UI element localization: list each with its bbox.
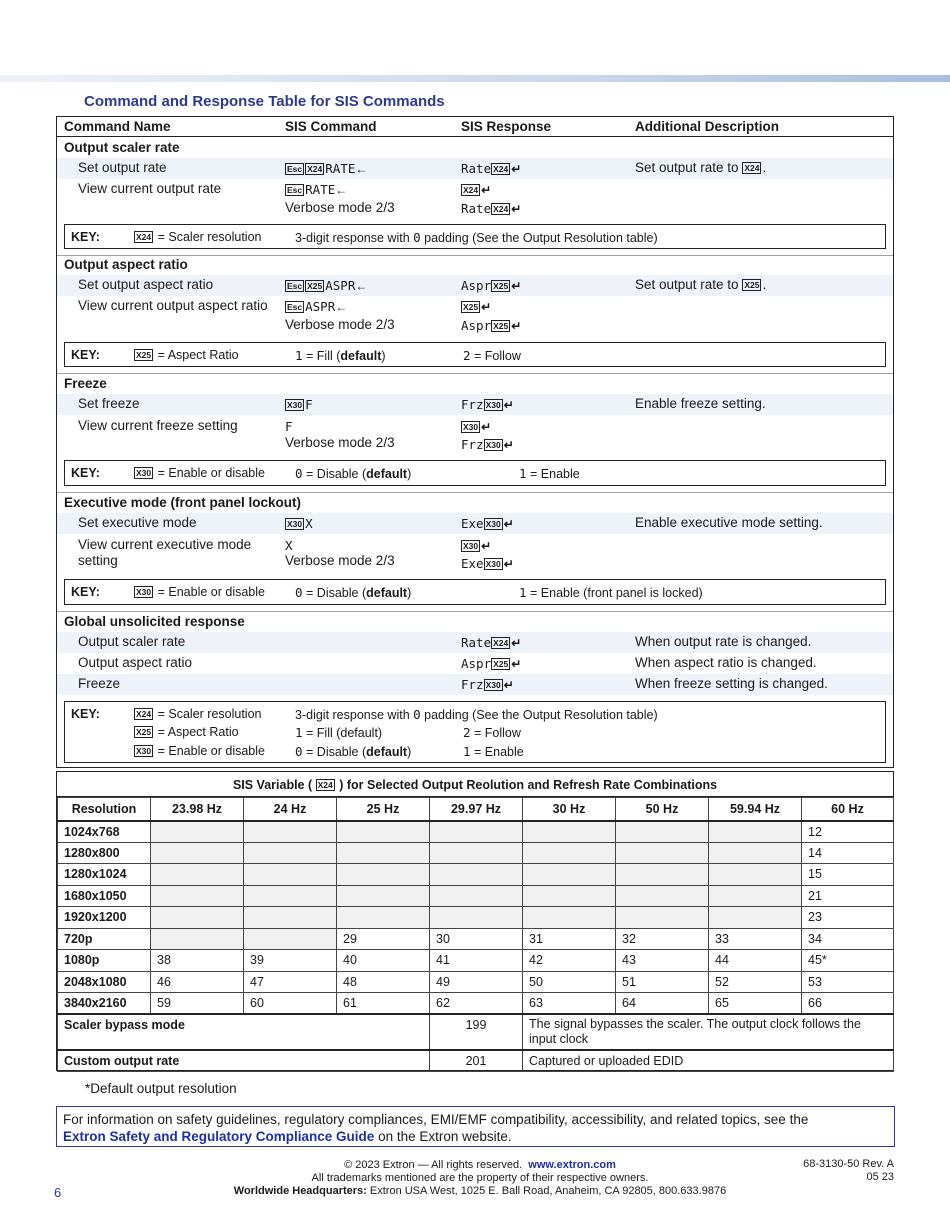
esc-key-icon: Esc (287, 185, 303, 195)
var-x24-icon: X24 (744, 163, 760, 173)
var-x25-icon: X25 (493, 321, 509, 331)
var-x30-icon: X30 (287, 519, 303, 529)
cmd-syntax: Esc X25 ASPR← (287, 278, 368, 293)
safety-info-box: For information on safety guidelines, regulatory compliances, EMI/EMF compatibility, accessibility, and related topics, see the Extron Safety and Regulatory Compliance Guide on the Extron website. (56, 1106, 895, 1147)
page-number: 6 (54, 1185, 62, 1200)
cmd-response (461, 538, 491, 553)
table-cell: 52 (709, 971, 802, 993)
table-cell (709, 864, 802, 886)
column-header: 50 Hz (616, 798, 709, 821)
table-cell: 3840x2160 (58, 993, 151, 1015)
arrow-left-icon: ← (355, 162, 368, 176)
var-x30-icon: X30 (463, 541, 479, 551)
table-cell: 40 (337, 950, 430, 972)
cmd-description: When output rate is changed. (635, 634, 812, 649)
column-header: 29.97 Hz (430, 798, 523, 821)
cmd-response-verbose: Frz X30 ↵ (461, 437, 514, 452)
cmd-name-cont: setting (78, 553, 118, 568)
table-cell: 59 (151, 993, 244, 1015)
table-cell: 43 (616, 950, 709, 972)
table-cell: 65 (709, 993, 802, 1015)
table-cell: 14 (802, 842, 894, 864)
cmd-response: Rate X24 ↵ (461, 635, 522, 650)
footnote: *Default output resolution (85, 1081, 237, 1096)
table-cell (244, 907, 337, 929)
table-row (58, 821, 894, 843)
table-cell: 34 (802, 928, 894, 950)
bypass-description: The signal bypasses the scaler. The output clock follows the input clock (523, 1014, 894, 1050)
table-cell: 720p (58, 928, 151, 950)
header-sis-command: SIS Command (285, 119, 377, 134)
return-icon: ↵ (511, 319, 522, 333)
bypass-name: Scaler bypass mode (58, 1014, 430, 1050)
table-cell (337, 821, 430, 843)
table-cell: 15 (802, 864, 894, 886)
var-x30-icon: X30 (463, 422, 479, 432)
table-cell (337, 842, 430, 864)
table-cell: 48 (337, 971, 430, 993)
table-cell: 63 (523, 993, 616, 1015)
verbose-label: Verbose mode 2/3 (285, 317, 395, 332)
key-box-freeze: KEY: X30 = Enable or disable 0 = Disable (default) 1 = Enable (64, 460, 886, 486)
resolution-grid (57, 797, 894, 1072)
variable-table-title: SIS Variable ( X24 ) for Selected Output Reolution and Refresh Rate Combinations (57, 772, 893, 797)
cmd-response-verbose: Aspr X25 ↵ (461, 318, 522, 333)
cmd-syntax: Esc ASPR← (287, 299, 348, 314)
var-x25-icon: X25 (493, 659, 509, 669)
table-cell: 44 (709, 950, 802, 972)
group-title-unsolicited: Global unsolicited response (64, 614, 245, 629)
cmd-name: View current output rate (78, 181, 222, 196)
table-cell (430, 907, 523, 929)
group-separator (57, 255, 893, 256)
cmd-name: Set output rate (78, 160, 167, 175)
table-cell (337, 864, 430, 886)
return-icon: ↵ (511, 202, 522, 216)
bypass-value: 199 (430, 1014, 523, 1050)
table-row (58, 971, 894, 993)
table-cell (709, 907, 802, 929)
table-cell: 42 (523, 950, 616, 972)
table-cell (151, 885, 244, 907)
table-cell: 41 (430, 950, 523, 972)
var-x30-icon: X30 (485, 680, 501, 690)
table-cell (244, 885, 337, 907)
table-cell: 12 (802, 821, 894, 843)
bypass-row (58, 1014, 894, 1050)
table-cell: 51 (616, 971, 709, 993)
table-header (57, 117, 893, 137)
table-row (58, 950, 894, 972)
return-icon: ↵ (511, 279, 522, 293)
return-icon: ↵ (481, 183, 492, 197)
custom-row (58, 1050, 894, 1072)
key-box-scaler: KEY: X24 = Scaler resolution 3-digit response with 0 padding (See the Output Resolution table) (64, 224, 886, 249)
cmd-syntax: X (285, 538, 293, 553)
table-cell (337, 907, 430, 929)
cmd-description: Set output rate to X24 . (635, 160, 767, 175)
table-cell: 31 (523, 928, 616, 950)
cmd-description: Enable executive mode setting. (635, 515, 823, 530)
table-cell: 1280x800 (58, 842, 151, 864)
return-icon: ↵ (503, 438, 514, 452)
table-cell: 62 (430, 993, 523, 1015)
table-cell: 53 (802, 971, 894, 993)
table-cell: 50 (523, 971, 616, 993)
document-number: 68-3130-50 Rev. A 05 23 (803, 1158, 894, 1183)
var-x30-icon: X30 (136, 468, 152, 478)
table-cell: 33 (709, 928, 802, 950)
verbose-label: Verbose mode 2/3 (285, 435, 395, 450)
var-x30-icon: X30 (485, 519, 501, 529)
var-x30-icon: X30 (485, 440, 501, 450)
table-cell: 38 (151, 950, 244, 972)
cmd-syntax: X30 F (287, 397, 313, 412)
table-row (58, 907, 894, 929)
arrow-left-icon: ← (335, 183, 348, 197)
header-gradient-bar (0, 75, 950, 82)
section-title: Command and Response Table for SIS Commands (84, 93, 445, 110)
table-cell (337, 885, 430, 907)
verbose-label: Verbose mode 2/3 (285, 200, 395, 215)
key-box-aspect: KEY: X25 = Aspect Ratio 1 = Fill (default) 2 = Follow (64, 342, 886, 367)
table-cell (151, 864, 244, 886)
esc-key-icon: Esc (287, 302, 303, 312)
table-cell: 1024x768 (58, 821, 151, 843)
cmd-syntax: Esc RATE← (287, 182, 348, 197)
column-header: 23.98 Hz (151, 798, 244, 821)
cmd-name: Set executive mode (78, 515, 197, 530)
table-cell (616, 885, 709, 907)
var-x24-icon: X24 (493, 204, 509, 214)
column-header: 59.94 Hz (709, 798, 802, 821)
website-link[interactable]: www.extron.com (528, 1159, 616, 1171)
key-box-executive: KEY: X30 = Enable or disable 0 = Disable (default) 1 = Enable (front panel is locked) (64, 579, 886, 605)
command-table (56, 116, 894, 768)
return-icon: ↵ (511, 636, 522, 650)
table-cell: 49 (430, 971, 523, 993)
table-cell: 47 (244, 971, 337, 993)
table-row (58, 842, 894, 864)
table-cell: 23 (802, 907, 894, 929)
table-cell (244, 842, 337, 864)
table-cell: 60 (244, 993, 337, 1015)
cmd-response (461, 419, 491, 434)
return-icon: ↵ (503, 517, 514, 531)
table-cell (616, 864, 709, 886)
column-header: 60 Hz (802, 798, 894, 821)
cmd-name: View current output aspect ratio (78, 298, 268, 313)
column-header: Resolution (58, 798, 151, 821)
esc-key-icon: Esc (287, 281, 303, 291)
return-icon: ↵ (481, 300, 492, 314)
table-cell (430, 821, 523, 843)
cmd-syntax: Esc X24 RATE← (287, 161, 368, 176)
group-title-freeze: Freeze (64, 376, 107, 391)
table-cell: 66 (802, 993, 894, 1015)
cmd-response (461, 299, 491, 314)
cmd-response (461, 182, 491, 197)
cmd-name: Output scaler rate (78, 634, 186, 649)
var-x30-icon: X30 (136, 746, 152, 756)
table-cell: 64 (616, 993, 709, 1015)
var-x30-icon: X30 (287, 400, 303, 410)
table-cell (523, 907, 616, 929)
table-cell: 46 (151, 971, 244, 993)
var-x25-icon: X25 (744, 280, 760, 290)
header-sis-response: SIS Response (461, 119, 552, 134)
cmd-name: View current executive mode (78, 537, 252, 552)
safety-guide-link[interactable]: Extron Safety and Regulatory Compliance Guide (63, 1129, 375, 1144)
esc-key-icon: Esc (287, 164, 303, 174)
var-x24-icon: X24 (136, 709, 152, 719)
table-cell (709, 885, 802, 907)
table-cell: 61 (337, 993, 430, 1015)
table-cell (430, 864, 523, 886)
var-x24-icon: X24 (317, 780, 333, 790)
cmd-description: Set output rate to X25 . (635, 277, 767, 292)
cmd-description: Enable freeze setting. (635, 396, 766, 411)
arrow-left-icon: ← (355, 279, 368, 293)
arrow-left-icon: ← (335, 300, 348, 314)
var-x30-icon: X30 (485, 400, 501, 410)
table-cell: 2048x1080 (58, 971, 151, 993)
table-cell: 1920x1200 (58, 907, 151, 929)
table-cell (151, 821, 244, 843)
cmd-name: Set output aspect ratio (78, 277, 214, 292)
var-x25-icon: X25 (493, 281, 509, 291)
cmd-description: When freeze setting is changed. (635, 676, 828, 691)
cmd-response: Aspr X25 ↵ (461, 278, 522, 293)
page-footer: © 2023 Extron — All rights reserved. www.extron.com All trademarks mentioned are the property of their respective owners. Worldwide Headquarters: Extron USA West, 1025 E. Ball Road, Anaheim, CA 92805, 800.633.9876 (233, 1159, 727, 1197)
table-cell (523, 864, 616, 886)
return-icon: ↵ (481, 539, 492, 553)
custom-value: 201 (430, 1050, 523, 1072)
cmd-response-verbose: Exe X30 ↵ (461, 556, 514, 571)
cmd-syntax: X30 X (287, 516, 313, 531)
cmd-name: Set freeze (78, 396, 140, 411)
table-cell (430, 885, 523, 907)
table-cell (616, 842, 709, 864)
table-cell (430, 842, 523, 864)
cmd-response: Frz X30 ↵ (461, 397, 514, 412)
return-icon: ↵ (503, 678, 514, 692)
table-row (58, 885, 894, 907)
custom-name: Custom output rate (58, 1050, 430, 1072)
table-cell (709, 821, 802, 843)
return-icon: ↵ (503, 557, 514, 571)
table-header-row (58, 798, 894, 821)
table-cell: 1080p (58, 950, 151, 972)
table-cell: 29 (337, 928, 430, 950)
cmd-name: View current freeze setting (78, 418, 238, 433)
cmd-name: Output aspect ratio (78, 655, 193, 670)
table-cell (244, 864, 337, 886)
group-title-aspect: Output aspect ratio (64, 257, 188, 272)
return-icon: ↵ (511, 162, 522, 176)
cmd-description: When aspect ratio is changed. (635, 655, 817, 670)
table-cell: 32 (616, 928, 709, 950)
table-cell (151, 928, 244, 950)
table-cell: 1280x1024 (58, 864, 151, 886)
return-icon: ↵ (511, 657, 522, 671)
group-title-scaler: Output scaler rate (64, 140, 180, 155)
var-x25-icon: X25 (463, 302, 479, 312)
var-x24-icon: X24 (463, 185, 479, 195)
table-cell (244, 821, 337, 843)
cmd-response: Aspr X25 ↵ (461, 656, 522, 671)
table-cell (523, 821, 616, 843)
var-x25-icon: X25 (136, 350, 152, 360)
var-x30-icon: X30 (136, 587, 152, 597)
table-cell: 30 (430, 928, 523, 950)
table-cell (523, 842, 616, 864)
var-x24-icon: X24 (493, 164, 509, 174)
table-cell (151, 907, 244, 929)
key-box-unsolicited: KEY: X24 = Scaler resolution 3-digit response with 0 padding (See the Output Resolution table) X25 = Aspect Ratio 1 = Fill (default) 2 = Follow X30 = Enable or disable 0 = Disable (default) 1 = Enable (64, 701, 886, 763)
table-cell (616, 907, 709, 929)
cmd-response: Rate X24 ↵ (461, 161, 522, 176)
table-cell (709, 842, 802, 864)
table-cell (151, 842, 244, 864)
cmd-name: Freeze (78, 676, 121, 691)
table-cell: 39 (244, 950, 337, 972)
var-x30-icon: X30 (485, 559, 501, 569)
var-x24-icon: X24 (307, 164, 323, 174)
var-x25-icon: X25 (307, 281, 323, 291)
table-cell (616, 821, 709, 843)
custom-description: Captured or uploaded EDID (523, 1050, 894, 1072)
table-cell (523, 885, 616, 907)
group-separator (57, 492, 893, 493)
verbose-label: Verbose mode 2/3 (285, 553, 395, 568)
table-cell: 21 (802, 885, 894, 907)
group-separator (57, 373, 893, 374)
group-title-executive: Executive mode (front panel lockout) (64, 495, 302, 510)
return-icon: ↵ (503, 398, 514, 412)
table-cell (244, 928, 337, 950)
return-icon: ↵ (481, 420, 492, 434)
table-row (58, 993, 894, 1015)
cmd-syntax: F (285, 419, 293, 434)
cmd-response: Exe X30 ↵ (461, 516, 514, 531)
cmd-response: Frz X30 ↵ (461, 677, 514, 692)
cmd-response-verbose: Rate X24 ↵ (461, 201, 522, 216)
var-x24-icon: X24 (493, 638, 509, 648)
header-additional-description: Additional Description (635, 119, 780, 134)
table-row (58, 928, 894, 950)
var-x25-icon: X25 (136, 727, 152, 737)
table-cell: 1680x1050 (58, 885, 151, 907)
header-command-name: Command Name (64, 119, 171, 134)
column-header: 24 Hz (244, 798, 337, 821)
var-x24-icon: X24 (136, 232, 152, 242)
column-header: 30 Hz (523, 798, 616, 821)
sis-variable-table (56, 771, 894, 1071)
table-row (58, 864, 894, 886)
table-cell: 45* (802, 950, 894, 972)
group-separator (57, 611, 893, 612)
column-header: 25 Hz (337, 798, 430, 821)
